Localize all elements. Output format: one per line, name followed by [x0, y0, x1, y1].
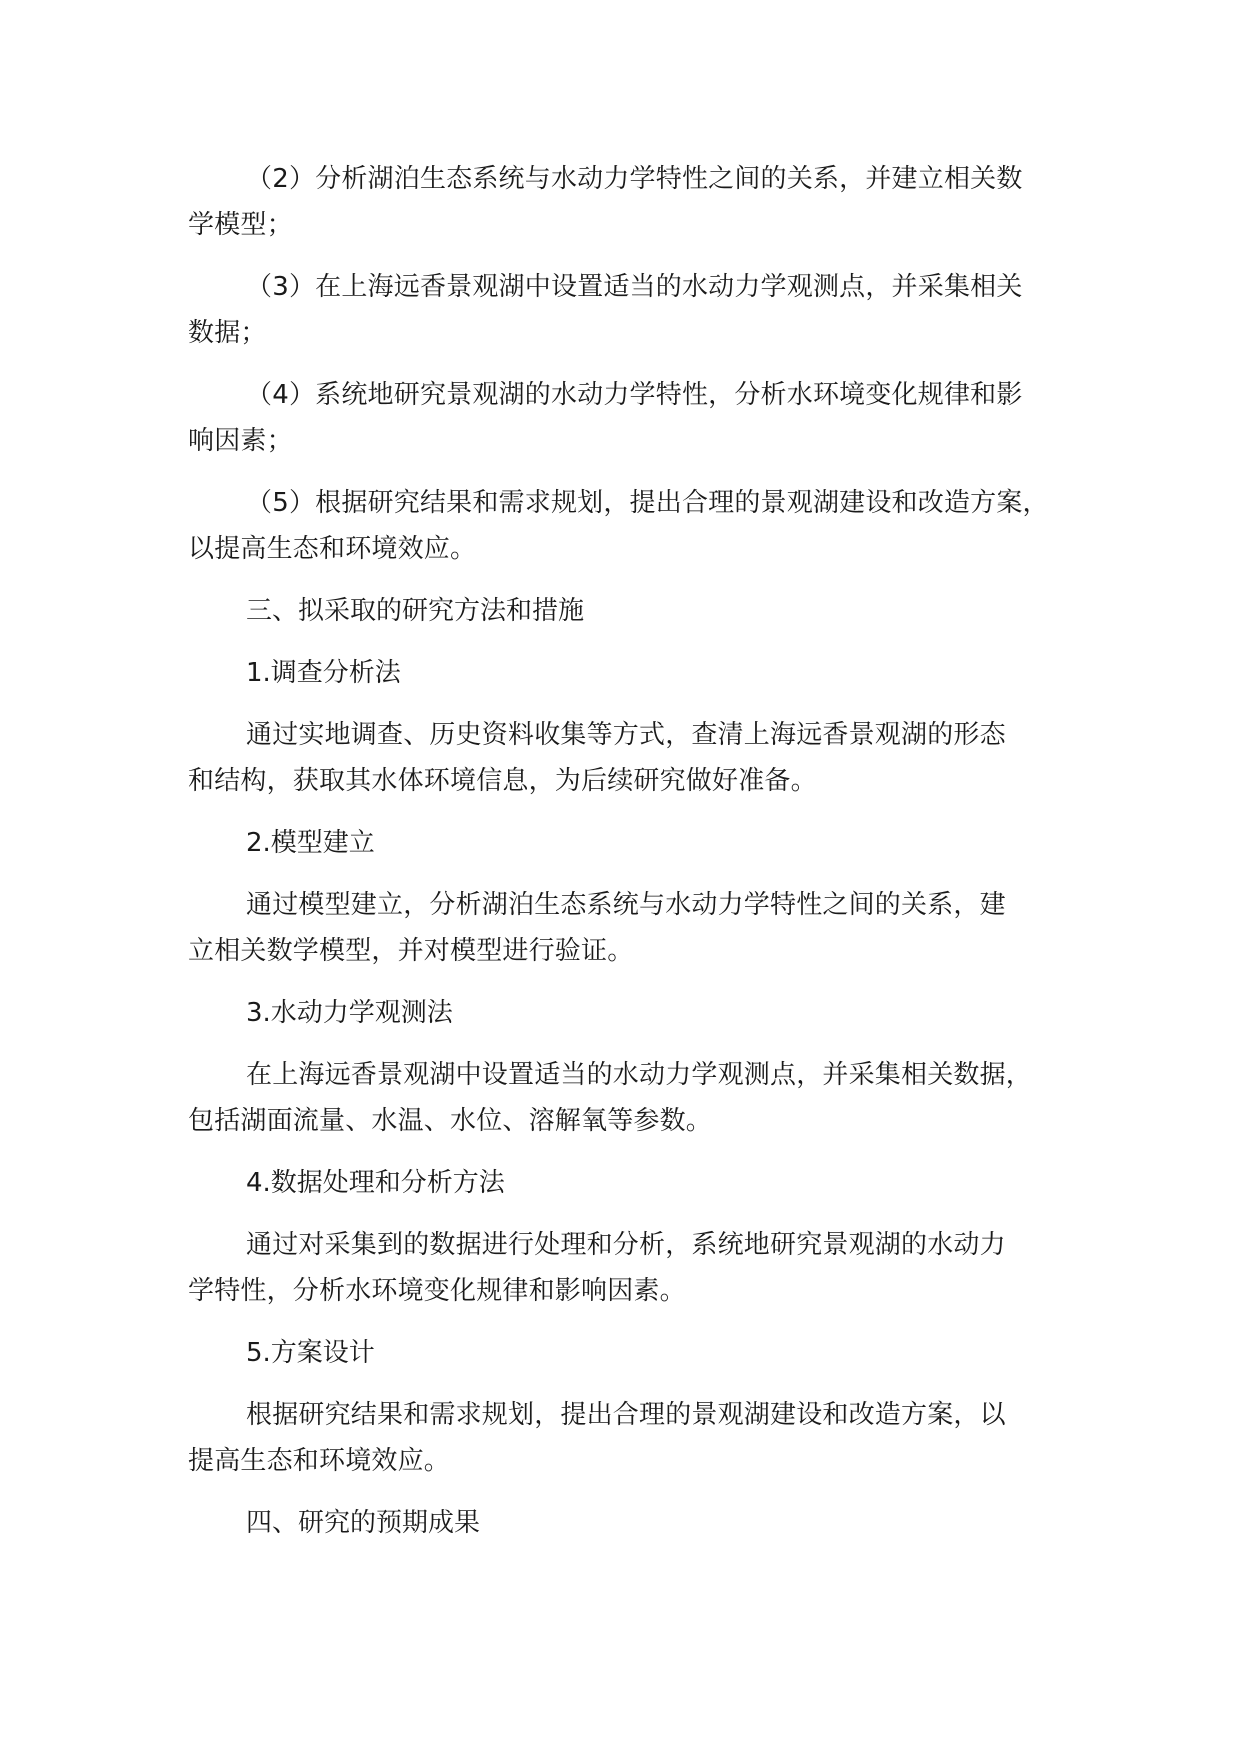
method-2-title: 2.模型建立: [246, 828, 375, 858]
objective-paragraph-4: [188, 372, 1078, 464]
paragraph-line: （3）在上海远香景观湖中设置适当的水动力学观测点，并采集相关: [246, 272, 1023, 302]
method-5-title: 5.方案设计: [246, 1338, 375, 1368]
paragraph-line: （4）系统地研究景观湖的水动力学特性，分析水环境变化规律和影: [246, 380, 1023, 410]
paragraph-line: 以提高生态和环境效应。: [188, 534, 477, 564]
section-4-heading: 四、研究的预期成果: [246, 1508, 481, 1538]
paragraph-line: 响因素；: [188, 426, 293, 456]
objective-paragraph-5: [188, 480, 1078, 572]
method-4-title: 4.数据处理和分析方法: [246, 1168, 505, 1198]
paragraph-line: （5）根据研究结果和需求规划，提出合理的景观湖建设和改造方案，: [246, 488, 1049, 518]
paragraph-line: 通过对采集到的数据进行处理和分析，系统地研究景观湖的水动力: [246, 1230, 1006, 1260]
paragraph-line: 通过模型建立，分析湖泊生态系统与水动力学特性之间的关系，建: [246, 890, 1006, 920]
method-3-title: 3.水动力学观测法: [246, 998, 453, 1028]
method-1-paragraph: [188, 712, 1078, 804]
paragraph-line: 提高生态和环境效应。: [188, 1446, 451, 1476]
paragraph-line: 和结构，获取其水体环境信息，为后续研究做好准备。: [188, 766, 817, 796]
method-3-paragraph: [188, 1052, 1078, 1144]
method-1-title: 1.调查分析法: [246, 658, 401, 688]
paragraph-line: 立相关数学模型，并对模型进行验证。: [188, 936, 634, 966]
paragraph-line: 数据；: [188, 318, 267, 348]
section-3-heading: 三、拟采取的研究方法和措施: [246, 596, 585, 626]
objective-paragraph-2: [188, 156, 1078, 248]
objective-paragraph-3: [188, 264, 1078, 356]
paragraph-line: 学模型；: [188, 210, 293, 240]
paragraph-line: （2）分析湖泊生态系统与水动力学特性之间的关系，并建立相关数: [246, 164, 1023, 194]
paragraph-line: 学特性，分析水环境变化规律和影响因素。: [188, 1276, 686, 1306]
paragraph-line: 根据研究结果和需求规划，提出合理的景观湖建设和改造方案，以: [246, 1400, 1006, 1430]
method-5-paragraph: [188, 1392, 1078, 1484]
paragraph-line: 在上海远香景观湖中设置适当的水动力学观测点，并采集相关数据，: [246, 1060, 1033, 1090]
paragraph-line: 包括湖面流量、水温、水位、溶解氧等参数。: [188, 1106, 713, 1136]
document-page: [188, 156, 1078, 1562]
method-4-paragraph: [188, 1222, 1078, 1314]
method-2-paragraph: [188, 882, 1078, 974]
paragraph-line: 通过实地调查、历史资料收集等方式，查清上海远香景观湖的形态: [246, 720, 1006, 750]
